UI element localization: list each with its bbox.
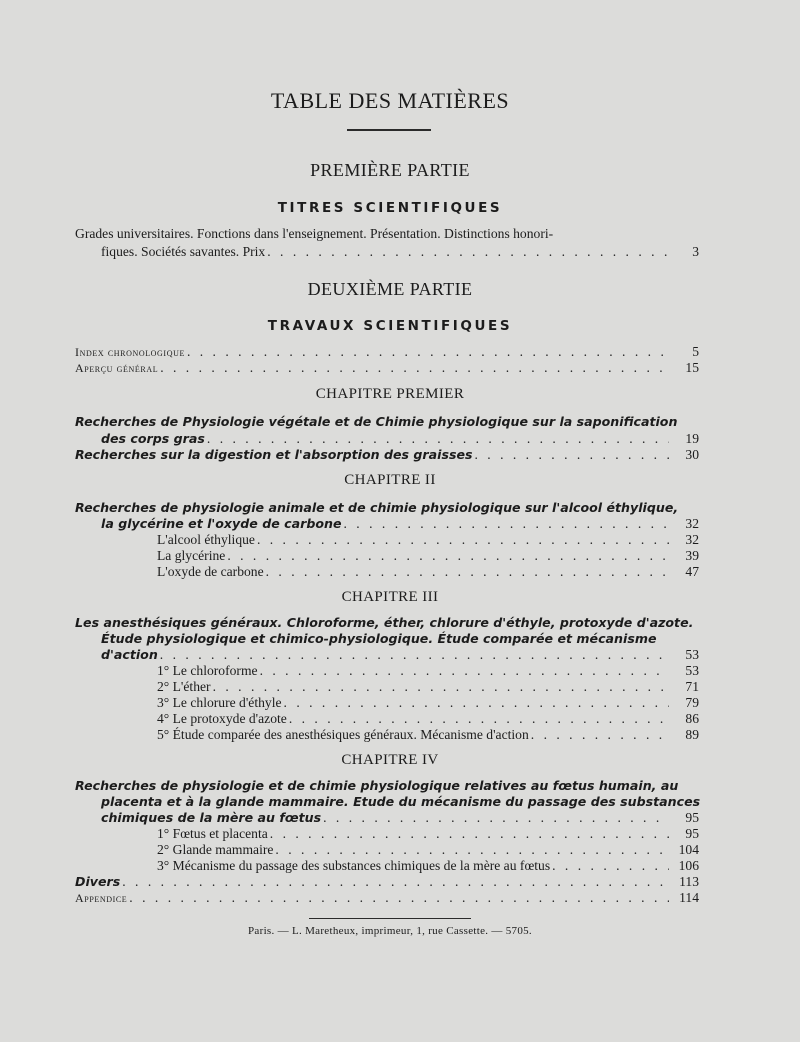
dot-leader — [267, 243, 669, 261]
dot-leader — [474, 446, 669, 464]
appendice-entry — [75, 889, 699, 907]
part1-section-heading: TITRES SCIENTIFIQUES — [277, 200, 503, 216]
dot-leader — [160, 359, 669, 377]
dot-leader — [266, 563, 669, 581]
apercu-entry — [75, 359, 699, 377]
page-title: TABLE DES MATIÈRES — [270, 88, 510, 113]
chapter3-sub5 — [157, 726, 699, 744]
sub-entry-label: 1° Le chloroforme — [157, 663, 258, 678]
page-number: 53 — [685, 647, 699, 662]
page-number: 106 — [678, 858, 699, 873]
chapter1-entry2 — [75, 446, 699, 464]
sub-entry-label: 3° Le chlorure d'éthyle — [157, 695, 282, 710]
page-number: 15 — [685, 360, 699, 375]
page-number: 104 — [678, 842, 699, 857]
page-number: 71 — [685, 679, 699, 694]
footer-rule — [309, 918, 471, 919]
part1-desc-line2: fiques. Sociétés savantes. Prix — [101, 244, 266, 259]
sub-entry-label: 3° Mécanisme du passage des substances chimiques de la mère au fœtus — [157, 858, 551, 873]
part2-section-heading: TRAVAUX SCIENTIFIQUES — [267, 318, 513, 334]
sub-entry-label: 5° Étude comparée des anesthésiques généraux. Mécanisme d'action — [157, 727, 529, 742]
chapter4-heading: CHAPITRE IV — [341, 752, 439, 768]
page-number: 19 — [685, 431, 699, 446]
page-number: 32 — [685, 532, 699, 547]
part1-desc-line1: Grades universitaires. Fonctions dans l'enseignement. Présentation. Distinctions honori- — [75, 226, 554, 241]
page-number: 95 — [685, 826, 699, 841]
sub-entry-label: 2° L'éther — [157, 679, 211, 694]
dot-leader — [531, 726, 669, 744]
chapter3-entry1-text2: Étude physiologique et chimico-physiologique. Étude comparée et mécanisme — [101, 631, 657, 646]
chapter1-entry2-text: Recherches sur la digestion et l'absorption des graisses — [75, 447, 473, 462]
sub-entry-label: 4° Le protoxyde d'azote — [157, 711, 287, 726]
page-number: 30 — [685, 447, 699, 462]
chapter4-entry1-text3: chimiques de la mère au fœtus — [101, 810, 322, 825]
page-number: 89 — [685, 727, 699, 742]
page-number: 32 — [685, 516, 699, 531]
page-number: 5 — [692, 344, 699, 359]
chapter1-entry1-text2: des corps gras — [101, 431, 205, 446]
chapter1-heading: CHAPITRE PREMIER — [315, 386, 465, 402]
page-number: 95 — [685, 810, 699, 825]
page-number: 53 — [685, 663, 699, 678]
sub-entry-label: 2° Glande mammaire — [157, 842, 274, 857]
chapter2-entry1-text: Recherches de physiologie animale et de chimie physiologique sur l'alcool éthylique, — [75, 500, 679, 515]
chapter3-entry1-text: Les anesthésiques généraux. Chloroforme, éther, chlorure d'éthyle, protoxyde d'azote. — [75, 615, 694, 630]
part1-desc-entry — [101, 243, 699, 261]
part1-heading: PREMIÈRE PARTIE — [310, 160, 470, 180]
sub-entry-label: 1° Fœtus et placenta — [157, 826, 268, 841]
title-rule — [347, 129, 431, 131]
page-number: 113 — [679, 874, 699, 889]
printer-footer: Paris. — L. Maretheux, imprimeur, 1, rue Cassette. — 5705. — [248, 925, 532, 937]
page-number: 39 — [685, 548, 699, 563]
appendice-label: Appendice — [75, 891, 128, 905]
chapter1-entry1-text: Recherches de Physiologie végétale et de Chimie physiologique sur la saponification — [75, 414, 678, 429]
part2-heading: DEUXIÈME PARTIE — [307, 279, 473, 299]
chapter3-heading: CHAPITRE III — [341, 589, 439, 605]
chapter4-entry1-text: Recherches de physiologie et de chimie physiologique relatives au fœtus humain, au — [75, 778, 679, 793]
page-number: 3 — [692, 244, 699, 259]
chapter4-entry1-text2: placenta et à la glande mammaire. Etude du mécanisme du passage des substances — [101, 794, 701, 809]
chapter2-heading: CHAPITRE II — [344, 472, 436, 488]
sub-entry-label: L'oxyde de carbone — [157, 564, 264, 579]
chapter1-entry1-line1 — [75, 413, 699, 431]
apercu-label: Aperçu général — [75, 361, 159, 375]
page-number: 47 — [685, 564, 699, 579]
chapter2-entry1-text2: la glycérine et l'oxyde de carbone — [101, 516, 342, 531]
chapter2-sub3 — [157, 563, 699, 581]
dot-leader — [129, 889, 669, 907]
part1-description — [75, 225, 671, 243]
index-label: Index chronologique — [75, 345, 185, 359]
page-number: 86 — [685, 711, 699, 726]
page-number: 114 — [679, 890, 699, 905]
page-number: 79 — [685, 695, 699, 710]
sub-entry-label: L'alcool éthylique — [157, 532, 255, 547]
sub-entry-label: La glycérine — [157, 548, 226, 563]
chapter3-entry1-text3: d'action — [101, 647, 158, 662]
divers-label: Divers — [75, 874, 121, 889]
